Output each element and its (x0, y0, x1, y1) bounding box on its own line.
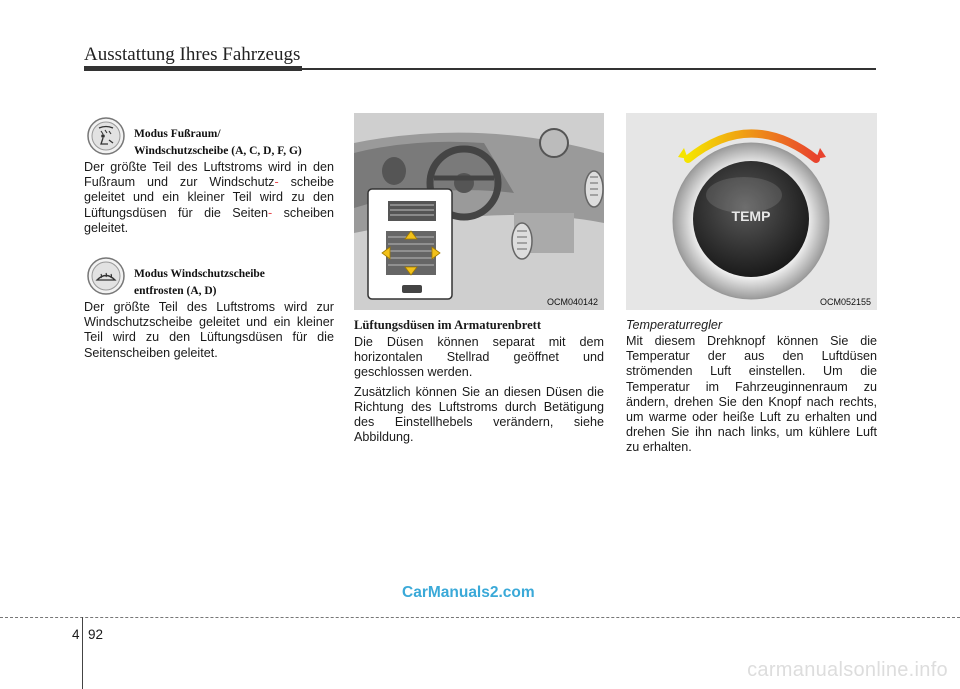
windshield-defrost-icon (86, 256, 126, 296)
header-title: Ausstattung Ihres Fahrzeugs (84, 44, 301, 65)
figure-id-label: OCM052155 (819, 297, 871, 307)
column-right (626, 113, 877, 460)
figure-caption: Lüftungsdüsen im Armaturenbrett (354, 318, 542, 332)
mode-title-line: entfrosten (A, D) (134, 285, 217, 298)
dashboard-illustration (354, 113, 604, 310)
header-rule (84, 68, 876, 70)
mode-title-line: Windschutzscheibe (A, C, D, F, G) (134, 145, 302, 157)
mode-title-line: Modus Windschutzscheibe (134, 268, 265, 281)
page-number: 92 (88, 627, 104, 642)
mode-defrost-heading (84, 256, 334, 300)
text-segment: scheibe geleitet und ein kleiner Teil wird zu den Lüftungsdüsen für die Seiten (84, 175, 334, 220)
mode-footwell-windshield-title (134, 126, 302, 160)
text-segment: scheiben geleitet. (84, 205, 335, 235)
temp-knob-illustration (626, 113, 877, 310)
mode-defrost-text: Der größte Teil des Luftstroms wird zur Windschutzscheibe geleitet und ein kleiner Teil wird zu den Lüftungsdüsen für die Seitenscheiben geleitet. (84, 300, 334, 360)
temp-paragraph: Mit diesem Drehknopf können Sie die Temperatur der aus den Luftdüsen strömenden Luft einstellen. Um die Temperatur im Fahrzeuginnenraum zu ändern, drehen Sie den Knopf nach rechts, um warme oder heiße Luft zu erhalten und drehen Sie ihn nach links, um kühlere Luft zu erhalten. (626, 334, 877, 455)
figure-id-label: OCM040142 (546, 297, 598, 307)
hyphen-mark: - (268, 205, 273, 220)
mode-defrost-title (134, 266, 265, 300)
hyphen-mark: - (274, 175, 279, 190)
vents-paragraph: Zusätzlich können Sie an diesen Düsen die Richtung des Luftstroms durch Betätigung des Einstellhebels verändern, siehe Abbildung. (354, 384, 604, 445)
mode-footwell-windshield-text (84, 160, 334, 236)
footer-rule (0, 617, 960, 618)
text-segment: Der größte Teil des Luftstroms wird in den Fußraum und zur Windschutz (84, 160, 334, 190)
floor-defrost-mode-icon (86, 116, 126, 156)
mode-footwell-windshield-heading (84, 116, 334, 160)
chapter-number: 4 (72, 627, 80, 642)
column-middle (354, 113, 604, 449)
dashboard-vents-figure (354, 113, 604, 310)
temp-knob-figure (626, 113, 877, 310)
column-left (84, 116, 334, 361)
footer-divider (82, 617, 83, 689)
temp-knob-label: TEMP (731, 208, 771, 224)
figure-caption: Temperaturregler (626, 318, 723, 332)
mode-title-line: Modus Fußraum/ (134, 128, 221, 140)
carmanuals-watermark[interactable]: CarManuals2.com (402, 584, 535, 601)
vents-paragraph: Die Düsen können separat mit dem horizontalen Stellrad geöffnet und geschlossen werden. (354, 335, 604, 380)
site-watermark[interactable]: carmanualsonline.info (747, 659, 948, 681)
